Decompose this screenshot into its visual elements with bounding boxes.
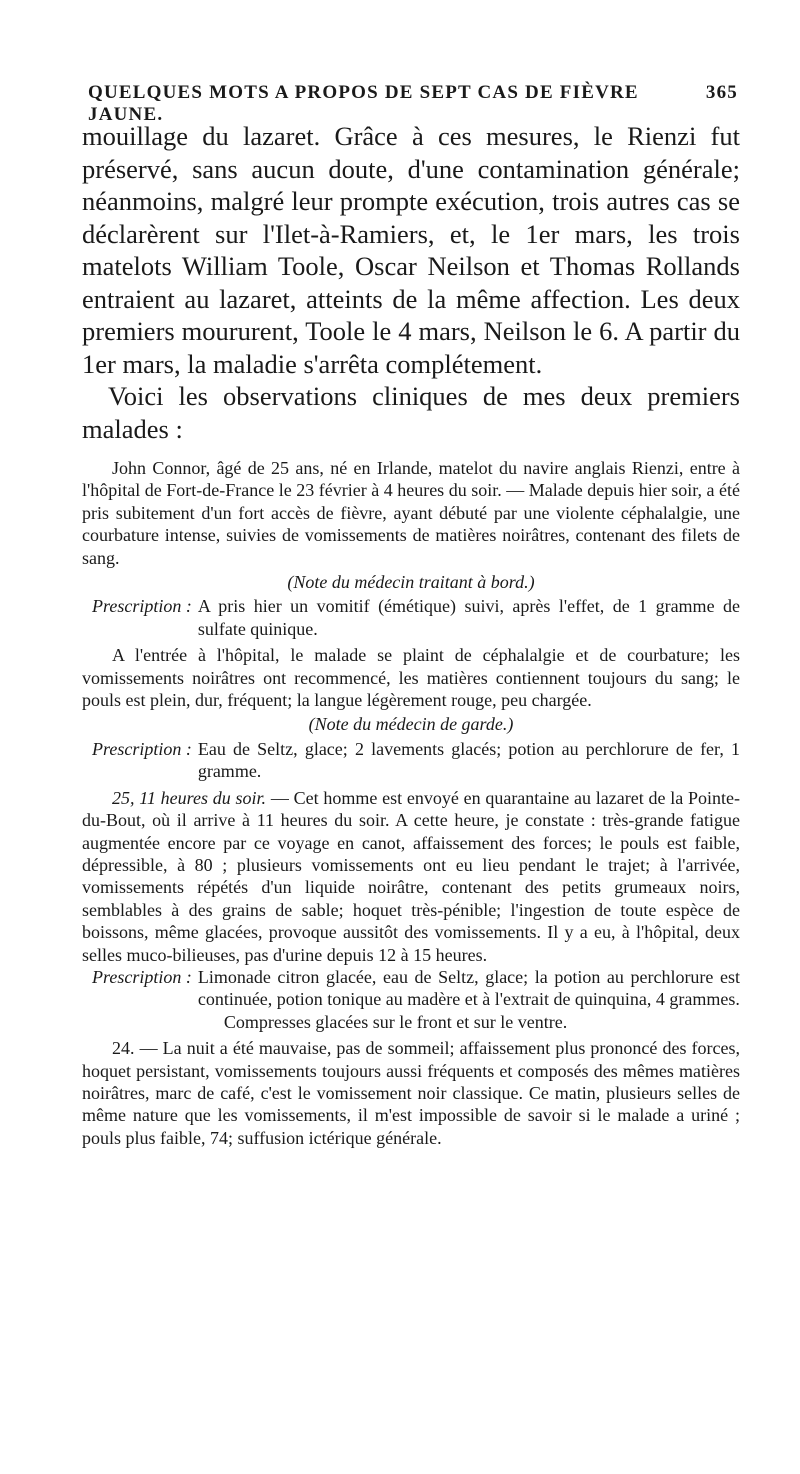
prescription-text: Limonade citron glacée, eau de Seltz, glace; la potion au perchlorure est continuée, potion tonique au madère et à l'extrait de quinquina, 4 grammes. [197, 966, 740, 1010]
note-physician-on-duty: (Note du médecin de garde.) [308, 714, 514, 735]
prescription-2 [82, 738, 740, 783]
running-title: QUELQUES MOTS A PROPOS DE SEPT CAS DE FIÈVRE JAUNE. [88, 82, 639, 125]
clinical-observation [82, 457, 740, 1149]
paragraph-1: mouillage du lazaret. Grâce à ces mesures, le Rienzi fut préservé, sans aucun doute, d'une contamination générale; néanmoins, malgré leur prompte exécution, trois autres cas se déclarèrent sur l'Ilet-à-Ramiers, et, le 1er mars, les trois matelots William Toole, Oscar Neilson et Thomas Rollands entraient au lazaret, atteints de la même affection. Les deux premiers moururent, Toole le 4 mars, Neilson le 6. A partir du 1er mars, la maladie s'arrêta complétement. [82, 121, 740, 379]
prescription-label: Prescription : [92, 966, 192, 987]
day-24-text: — La nuit a été mauvaise, pas de sommeil; affaissement plus prononcé des forces, hoquet persistant, vomissements toujours aussi fréquents et composés des mêmes matières noirâtres, marc de café, c'est le vomissement noir classique. Ce matin, plusieurs selles de même nature que les vomissements, il m'est impossible de savoir si le malade a uriné ; pouls plus faible, 74; suffusion ictérique générale. [82, 1038, 740, 1148]
day-24-entry [82, 1037, 740, 1149]
prescription-label: Prescription : [92, 738, 192, 759]
prescription-label: Prescription : [92, 596, 192, 617]
hospital-entry-paragraph: A l'entrée à l'hôpital, le malade se plaint de céphalalgie et de courbature; les vomissements noirâtres ont recommencé, les matières contiennent toujours du sang; le pouls est plein, dur, fréquent; la langue légèrement rouge, peu chargée. [82, 645, 740, 711]
day-24-date: 24. [112, 1038, 135, 1059]
prescription-3 [82, 966, 740, 1033]
paragraph-2: Voici les observations cliniques de mes deux premiers malades : [82, 381, 740, 444]
prescription-1 [82, 595, 740, 640]
prescription-text: A pris hier un vomitif (émétique) suivi, après l'effet, de 1 gramme de sulfate quinique. [197, 596, 740, 639]
day-25-date: 25, 11 heures du soir. [112, 787, 267, 808]
observation-intro: John Connor, âgé de 25 ans, né en Irlande, matelot du navire anglais Rienzi, entre à l'hôpital de Fort-de-France le 23 février à 4 heures du soir. — Malade depuis hier soir, a été pris subitement d'un fort accès de fièvre, ayant débuté par une violente céphalalgie, une courbature intense, suivies de vomissements de matières noirâtres, contenant des filets de sang. [82, 458, 740, 568]
day-25-entry [82, 787, 740, 966]
prescription-text: Eau de Seltz, glace; 2 lavements glacés; potion au perchlorure de fer, 1 gramme. [197, 738, 740, 782]
day-25-text: — Cet homme est envoyé en quarantaine au lazaret de la Pointe-du-Bout, où il arrive à 11 heures du soir. A cette heure, je constate : très-grande fatigue augmentée encore par ce voyage en canot, affaissement des forces; le pouls est faible, dépressible, à 80 ; plusieurs vomissements ont eu lieu pendant le trajet; à l'arrivée, vomissements répétés d'un liquide noirâtre, contenant des petits grumeaux noirs, semblables à des grains de sable; hoquet très-pénible; l'ingestion de toute espèce de boissons, même glacées, provoque aussitôt des vomissements. Il y a eu, à l'hôpital, deux selles muco-bilieuses, pas d'urine depuis 12 à 15 heures. [82, 787, 741, 965]
page-body [82, 120, 740, 1149]
prescription-text-2: Compresses glacées sur le front et sur le ventre. [223, 1011, 568, 1032]
page-number: 365 [705, 82, 738, 103]
note-physician-aboard: (Note du médecin traitant à bord.) [287, 572, 535, 593]
main-text [82, 120, 740, 445]
